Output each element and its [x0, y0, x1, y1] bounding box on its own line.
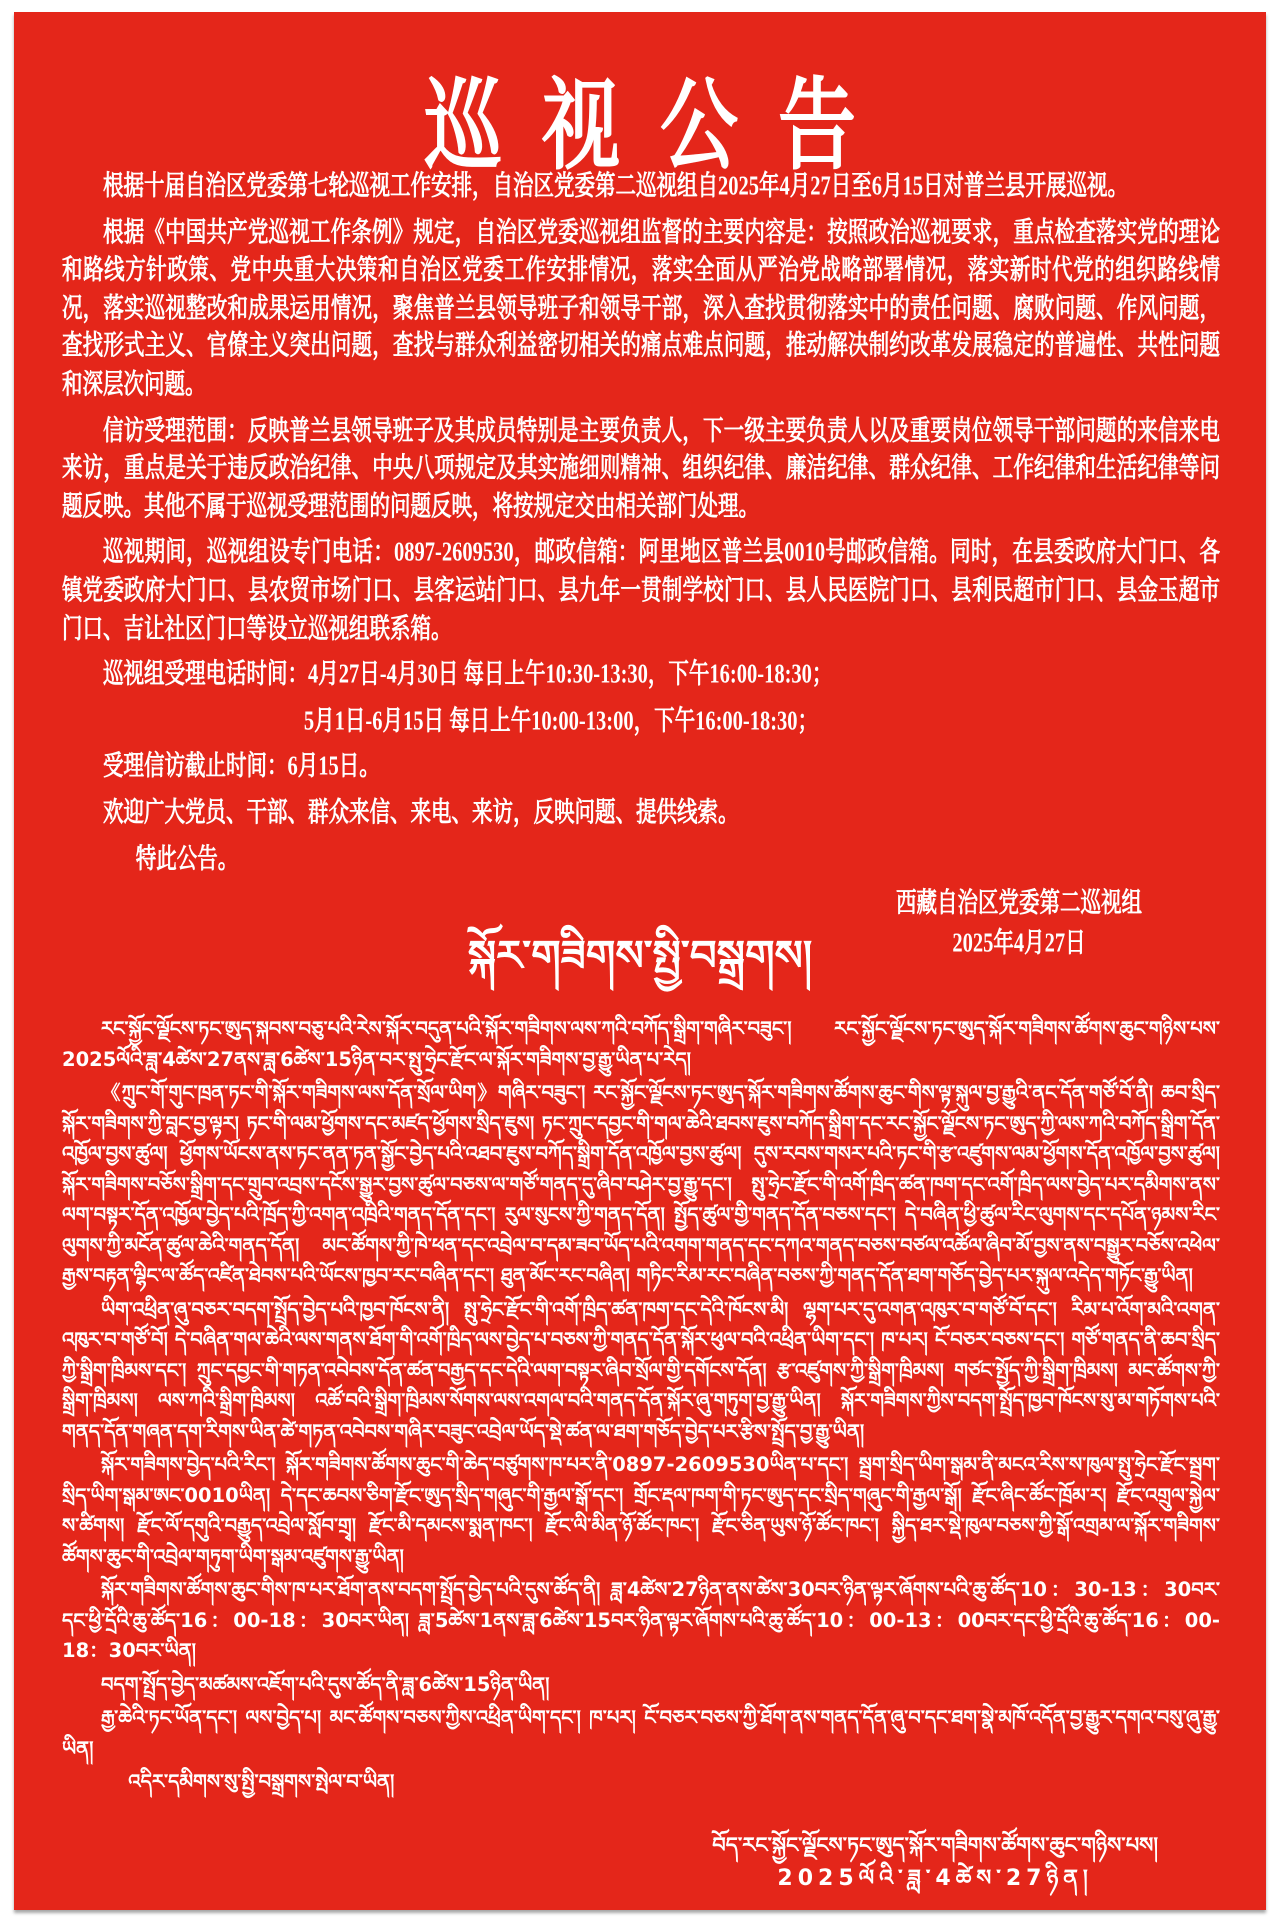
- tibetan-notice-body: [62, 1014, 1220, 1896]
- bo-paragraph-scope: 《ཀྲུང་གོ་གུང་ཁྲན་ཏང་གི་སྐོར་གཟིགས་ལས་དོན་སྲོལ་ཡིག》གཞིར་བཟུང་། རང་སྐྱོང་ལྗོངས་ཏང་ཨུད་སྐོར་གཟིགས་ཚོགས་ཆུང་གིས་ལྟ་སྐུལ་བྱ་རྒྱུའི་ནང་དོན་གཙོ་བོ་ནི། ཆབ་སྲིད་སྐོར་གཟིགས་ཀྱི་བླང་བྱ་ལྟར། ཏང་གི་ལམ་ཕྱོགས་དང་མཛད་ཕྱོགས་སྲིད་ཇུས། ཏང་ཀྲུང་དབྱང་གི་གལ་ཆེའི་ཐབས་ཇུས་བཀོད་སྒྲིག་དང་རང་སྐྱོང་ལྗོངས་ཏང་ཨུད་ཀྱི་ལས་ཀའི་བཀོད་སྒྲིག་དོན་འཁྱོལ་བྱས་ཚུལ། ཕྱོགས་ཡོངས་ནས་ཏང་ནན་ཏན་སྒྱོང་བྱེད་པའི་འཐབ་ཇུས་བཀོད་སྒྲིག་དོན་འཁྱོལ་བྱས་ཚུལ། དུས་རབས་གསར་པའི་ཏང་གི་རྩ་འཛུགས་ལམ་ཕྱོགས་དོན་འཁྱོལ་བྱས་ཚུལ། སྐོར་གཟིགས་བཅོས་སྒྲིག་དང་གྲུབ་འབྲས་དངོས་སྒྱུར་བྱས་ཚུལ་བཅས་ལ་གཙོ་གནད་དུ་ཞིབ་བཤེར་བྱ་རྒྱུ་དང་། སྤུ་ཧྲེང་རྫོང་གི་འགོ་ཁྲིད་ཚན་ཁག་དང་འགོ་ཁྲིད་ལས་བྱེད་པར་དམིགས་ནས་ལག་བསྟར་དོན་འཁྱོལ་བྱེད་པའི་ཁྲོད་ཀྱི་འགན་འཁྲིའི་གནད་དོན་དང་། རུལ་སུངས་ཀྱི་གནད་དོན། སྤྱོད་ཚུལ་གྱི་གནད་དོན་བཅས་དང་། དེ་བཞིན་ཕྱི་ཚུལ་རིང་ལུགས་དང་དཔོན་ཉམས་རིང་ལུགས་ཀྱི་མངོན་ཚུལ་ཆེའི་གནད་དོན། མང་ཚོགས་ཀྱི་ཁེ་ཕན་དང་འབྲེལ་བ་དམ་ཟབ་ཡོད་པའི་འགག་གནད་དང་དཀའ་གནད་བཅས་བཙལ་འཚོལ་ཞིབ་མོ་བྱས་ནས་བསྒྱུར་བཅོས་འཕེལ་རྒྱས་བརྟན་ལྷིང་ལ་ཚོད་འཛིན་ཐེབས་པའི་ཡོངས་ཁྱབ་རང་བཞིན་དང་། ཐུན་མོང་རང་བཞིན། གཏིང་རིམ་རང་བཞིན་བཅས་ཀྱི་གནད་དོན་ཐག་གཅོད་བྱེད་པར་སྐུལ་འདེད་གཏོང་རྒྱུ་ཡིན།: [62, 1081, 1220, 1287]
- bo-paragraph-arrangement: རང་སྐྱོང་ལྗོངས་ཏང་ཨུད་སྐབས་བཅུ་པའི་རེས་སྐོར་བདུན་པའི་སྐོར་གཟིགས་ལས་ཀའི་བཀོད་སྒྲིག་གཞིར་བཟུང་། རང་སྐྱོང་ལྗོངས་ཏང་ཨུད་སྐོར་གཟིགས་ཚོགས་ཆུང་གཉིས་པས་2025ལོའི་ཟླ་4ཚེས་27ནས་ཟླ་6ཚེས་15ཉིན་བར་སྤུ་ཧྲེང་རྫོང་ལ་སྐོར་གཟིགས་བྱ་རྒྱུ་ཡིན་པ་རེད།: [62, 1017, 1220, 1071]
- cn-paragraph-scope: 根据《中国共产党巡视工作条例》规定，自治区党委巡视组监督的主要内容是：按照政治巡视要求，重点检查落实党的理论和路线方针政策、党中央重大决策和自治区党委工作安排情况，落实全面从严治党战略部署情况，落实新时代党的组织路线情况，落实巡视整改和成果运用情况，聚焦普兰县领导班子和领导干部，深入查找贯彻落实中的责任问题、腐败问题、作风问题，查找形式主义、官僚主义突出问题，查找与群众利益密切相关的痛点难点问题，推动解决制约改革发展稳定的普遍性、共性问题和深层次问题。: [62, 217, 1220, 400]
- cn-schedule-line-2: 5月1日-6月15日 每日上午10:00-13:00，下午16:00-18:30；: [303, 706, 819, 736]
- cn-closing-line: 特此公告。: [135, 844, 239, 874]
- bo-paragraph-petition-scope: ཡིག་འཕྲིན་ཞུ་བཅར་བདག་སྤྲོད་བྱེད་པའི་ཁྱབ་ཁོངས་ནི། སྤུ་ཧྲེང་རྫོང་གི་འགོ་ཁྲིད་ཚན་ཁག་དང་དེའི་ཁོངས་མི། ལྷག་པར་དུ་འགན་འཁུར་བ་གཙོ་བོ་དང་། རིམ་པ་འོག་མའི་འགན་འཁུར་བ་གཙོ་བོ། དེ་བཞིན་གལ་ཆེའི་ལས་གནས་ཐོག་གི་འགོ་ཁྲིད་ལས་བྱེད་པ་བཅས་ཀྱི་གནད་དོན་སྐོར་ཕུལ་བའི་འཕྲིན་ཡིག་དང་། ཁ་པར། ངོ་བཅར་བཅས་དང་། གཙོ་གནད་ནི་ཆབ་སྲིད་ཀྱི་སྒྲིག་ཁྲིམས་དང་། ཀྲུང་དབྱང་གི་གཏན་འབེབས་དོན་ཚན་བརྒྱད་དང་དེའི་ལག་བསྟར་ཞིབ་སྲོལ་གྱི་དགོངས་དོན། རྩ་འཛུགས་ཀྱི་སྒྲིག་ཁྲིམས། གཙང་སྤྱོད་ཀྱི་སྒྲིག་ཁྲིམས། མང་ཚོགས་ཀྱི་སྒྲིག་ཁྲིམས། ལས་ཀའི་སྒྲིག་ཁྲིམས། འཚོ་བའི་སྒྲིག་ཁྲིམས་སོགས་ལས་འགལ་བའི་གནད་དོན་སྐོར་ཞུ་གཏུག་བྱ་རྒྱུ་ཡིན། སྐོར་གཟིགས་ཀྱིས་བདག་སྤྲོད་ཁྱབ་ཁོངས་སུ་མ་གཏོགས་པའི་གནད་དོན་གཞན་དག་རིགས་ཡིན་ཚེ་གཏན་འབེབས་གཞིར་བཟུང་འབྲེལ་ཡོད་སྡེ་ཚན་ལ་ཐག་གཅོད་བྱེད་པར་རྩིས་སྤྲོད་བྱ་རྒྱུ་ཡིན།: [62, 1297, 1220, 1443]
- bo-welcome-line: རྒྱ་ཆེའི་ཏང་ཡོན་དང་། ལས་བྱེད་པ། མང་ཚོགས་བཅས་ཀྱིས་འཕྲིན་ཡིག་དང་། ཁ་པར། ངོ་བཅར་བཅས་ཀྱི་ཐོག་ནས་གནད་དོན་ཞུ་བ་དང་ཐག་སྣེ་མཁོ་འདོན་བྱ་རྒྱུར་དགའ་བསུ་ཞུ་རྒྱུ་ཡིན།: [62, 1706, 1220, 1760]
- cn-deadline-line: 受理信访截止时间：6月15日。: [103, 752, 380, 782]
- cn-paragraph-contact: 巡视期间，巡视组设专门电话：0897-2609530，邮政信箱：阿里地区普兰县0010号邮政信箱。同时，在县委政府大门口、各镇党委政府大门口、县农贸市场门口、县客运站门口、县九年一贯制学校门口、县人民医院门口、县利民超市门口、县金玉超市门口、吉让社区门口等设立巡视组联系箱。: [62, 538, 1220, 644]
- tibetan-title: སྐོར་གཟིགས་སྤྱི་བསྒྲགས།: [467, 931, 813, 980]
- cn-paragraph-arrangement: 根据十届自治区党委第七轮巡视工作安排，自治区党委第二巡视组自2025年4月27日至6月15日对普兰县开展巡视。: [103, 171, 1128, 202]
- bo-signature-block: [712, 1828, 1158, 1896]
- cn-welcome-line: 欢迎广大党员、干部、群众来信、来电、来访，反映问题、提供线索。: [103, 798, 739, 828]
- cn-signature: 西藏自治区党委第二巡视组: [896, 888, 1142, 919]
- chinese-notice-body: [62, 168, 1220, 963]
- page-title: 巡视公告: [423, 70, 896, 182]
- cn-date: 2025年4月27日: [952, 928, 1086, 959]
- bo-schedule-paragraph: སྐོར་གཟིགས་ཚོགས་ཆུང་གིས་ཁ་པར་ཐོག་ནས་བདག་སྤྲོད་བྱེད་པའི་དུས་ཚོད་ནི། ཟླ་4ཚེས་27ཉིན་ནས་ཚེས་30བར་ཉིན་ལྟར་ཞོགས་པའི་ཆུ་ཚོད་10：30-13：30བར་དང་ཕྱི་དྲོའི་ཆུ་ཚོད་16：00-18：30བར་ཡིན། ཟླ་5ཚེས་1ནས་ཟླ་6ཚེས་15བར་ཉིན་ལྟར་ཞོགས་པའི་ཆུ་ཚོད་10：00-13：00བར་དང་ཕྱི་དྲོའི་ཆུ་ཚོད་16：00-18：30བར་ཡིན།: [62, 1578, 1220, 1662]
- cn-schedule-line-1: 巡视组受理电话时间：4月27日-4月30日 每日上午10:30-13:30，下午16:00-18:30；: [103, 660, 833, 690]
- bo-closing-line: འདིར་དམིགས་སུ་སྤྱི་བསྒྲགས་སྤེལ་བ་ཡིན།: [128, 1770, 395, 1793]
- cn-paragraph-petition-scope: 信访受理范围：反映普兰县领导班子及其成员特别是主要负责人，下一级主要负责人以及重要岗位领导干部问题的来信来电来访，重点是关于违反政治纪律、中央八项规定及其实施细则精神、组织纪律、廉洁纪律、群众纪律、工作纪律和生活纪律等问题反映。其他不属于巡视受理范围的问题反映，将按规定交由相关部门处理。: [62, 416, 1220, 522]
- inspection-notice-poster: [14, 12, 1266, 1910]
- bo-signature: བོད་རང་སྐྱོང་ལྗོངས་ཏང་ཨུད་སྐོར་གཟིགས་ཚོགས་ཆུང་གཉིས་པས།: [712, 1832, 1158, 1857]
- bo-paragraph-contact: སྐོར་གཟིགས་བྱེད་པའི་རིང་། སྐོར་གཟིགས་ཚོགས་ཆུང་གི་ཆེད་བཙུགས་ཁ་པར་ནི་0897-2609530ཡིན་པ་དང་། སྦྲག་སྲིད་ཡིག་སྒམ་ནི་མངའ་རིས་ས་ཁུལ་སྤུ་ཧྲེང་རྫོང་སྦྲག་སྲིད་ཡིག་སྒམ་ཨང་0010ཡིན། དེ་དང་ཆབས་ཅིག་རྫོང་ཨུད་སྲིད་གཞུང་གི་རྒྱལ་སྒོ་དང་། གྲོང་རྡལ་ཁག་གི་ཏང་ཨུད་དང་སྲིད་གཞུང་གི་རྒྱལ་སྒོ། རྫོང་ཞིང་ཚོང་ཁྲོམ་ར། རྫོང་འགྲུལ་སྐྱེལ་ས་ཚིགས། རྫོང་ལོ་དགུའི་བརྒྱུད་འབྲེལ་སློབ་གྲྭ། རྫོང་མི་དམངས་སྨན་ཁང་། རྫོང་ལི་མིན་ཉོ་ཚོང་ཁང་། རྫོང་ཅིན་ཡུས་ཉོ་ཚོང་ཁང་། སྐྱིད་ཐར་སྡེ་ཁུལ་བཅས་ཀྱི་སྒོ་འགྲམ་ལ་སྐོར་གཟིགས་ཚོགས་ཆུང་གི་འབྲེལ་གཏུག་ཡིག་སྒམ་འཛུགས་རྒྱུ་ཡིན།: [62, 1453, 1220, 1568]
- bo-deadline-line: བདག་སྤྲོད་བྱེད་མཚམས་འཇོག་པའི་དུས་ཚོད་ནི་ཟླ་6ཚེས་15ཉིན་ཡིན།: [101, 1672, 550, 1696]
- bo-date: 2025ལོའི་ཟླ་4ཚེས་27ཉིན།: [777, 1865, 1093, 1891]
